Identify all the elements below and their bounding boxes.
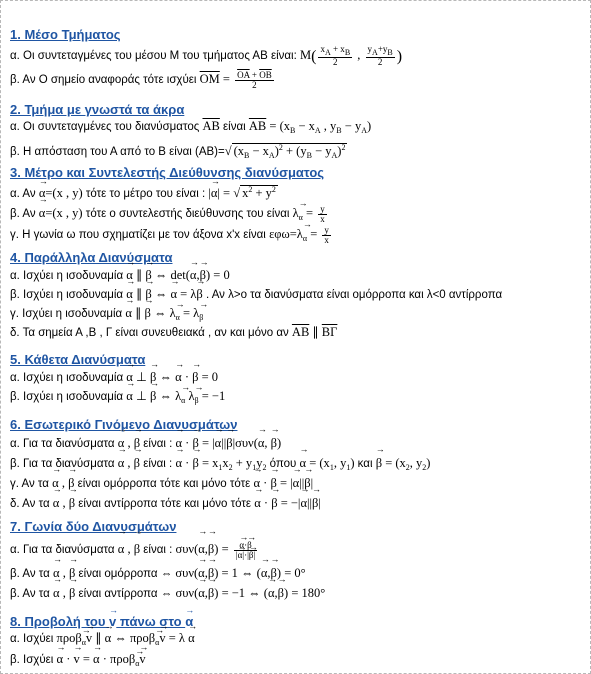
- line-text: β. Ισχύει: [10, 654, 57, 666]
- formula-line: δ. Αν τα → α , → β είναι αντίρροπα τότε και μόνο τότε → α · → β = −|→ α||→ β|: [10, 493, 585, 513]
- line-text: γ. Η γωνία ω που σχηματίζει με τον άξονα x'x είναι: [10, 229, 270, 241]
- formula-line: α. Για τα διανύσματα → α , → β είναι : → α · → β = |→ α||→ β|συν(→ α, → β): [10, 433, 585, 453]
- section-title: 3. Μέτρο και Συντελεστής Διεύθυνσης διανύσματος: [10, 165, 325, 180]
- line-text: α. Ισχύει η ισοδυναμία: [10, 372, 127, 384]
- formula-line: β. Η απόσταση του Α από το Β είναι (ΑΒ)=√ $(x_B - x_A)^2 + (y_B - y_A)^2$: [10, 143, 346, 160]
- line-text: β. Ισχύει η ισοδυναμία: [10, 289, 127, 301]
- formula-line: β. Αν Ο σημείο αναφοράς τότε ισχύει $\overline{OM}$ = $\frac{\overline{OA} + \overline{OB}}{2}$: [10, 69, 272, 90]
- section-midpoint: [10, 27, 585, 91]
- formula-line: γ. Η γωνία ω που σχηματίζει με τον άξονα x'x είναι εφω=λ→ $_\alpha$ = $\frac{y}{x}$: [10, 224, 585, 245]
- line-text: β. Αν Ο σημείο αναφοράς τότε ισχύει: [10, 74, 200, 86]
- line-text: α. Για τα διανύσματα: [10, 544, 118, 556]
- formula-line: β. Ισχύει η ισοδυναμία → α ⊥ → β ⇔ λ→ $_\alpha$ λ→ $_\beta$ = −1: [10, 387, 585, 406]
- line-text: α. Ισχύει η ισοδυναμία: [10, 270, 127, 282]
- section-parallel-vectors: [10, 250, 585, 342]
- section-magnitude-slope: [10, 165, 585, 245]
- section-title: 8. Προβολή του → v πάνω στο → α: [10, 614, 585, 630]
- formula-line: β. Για τα διανύσματα → α , → β είναι : → α · → $\beta = x_1x_2 + y_1y_2$ $ό\pi o\upsilon \to \alpha = (x_1$, $y_1$) $\kappa\alpha\iota \to \beta = (x_2$, $y_2$): [10, 453, 585, 473]
- line-text: α. Οι συντεταγμένες του μέσου Μ του τμήματος ΑΒ είναι:: [10, 50, 300, 62]
- formula-line: β. Αν τα → α , → β είναι ομόρροπα ⇔ συν(→ α,→ β) = 1 ⇔ (→ α,→ β) = 0°: [10, 563, 585, 583]
- formula-line: α. Οι συντεταγμένες του μέσου Μ του τμήματος ΑΒ είναι: M( $\frac{xA + xB}{2}$ , $\frac{yA+yB}{2}$ ): [10, 44, 403, 68]
- formula-line: β. Αν τα → α , → β είναι αντίρροπα ⇔ συν(→ α,→ β) = −1 ⇔ (→ α,→ β) = 180°: [10, 583, 585, 603]
- line-text: γ. Αν τα: [10, 478, 53, 490]
- section-title: 7. Γωνία δύο Διανυσμάτων: [10, 519, 177, 534]
- line-text: α. Ισχύει: [10, 633, 57, 645]
- section-title: 2. Τμήμα με γνωστά τα άκρα: [10, 102, 185, 117]
- section-projection: [10, 614, 585, 672]
- section-title: 6. Εσωτερικό Γινόμενο Διανυσμάτων: [10, 417, 238, 432]
- section-title: 4. Παράλληλα Διανύσματα: [10, 250, 173, 265]
- formula-line: α. Αν → α=(x , y) τότε το μέτρο του είναι : |→ α| = √ $x^2 + y^2$: [10, 181, 585, 203]
- line-text: δ. Αν τα: [10, 498, 53, 510]
- formula-line: δ. Τα σημεία Α ,Β , Γ είναι συνευθειακά , αν και μόνο αν $\overline{AB}$ ∥ $\overline{B\Gamma}$: [10, 325, 338, 339]
- line-text: β. Αν τα: [10, 588, 54, 600]
- section-title: 1. Μέσο Τμήματος: [10, 27, 121, 42]
- formula-line: β. Ισχύει η ισοδυναμία → α ∥ → β ⇔ → α = λ→ β . Αν λ>ο τα διανύσματα είναι ομόρροπα και λ<0 αντίρροπα: [10, 285, 585, 304]
- line-text: β. Για τα διανύσματα: [10, 458, 118, 470]
- formula-line: γ. Ισχύει η ισοδυναμία → α ∥ → β ⇔ λ→ $_\alpha$ = λ→ $_\beta$: [10, 304, 585, 323]
- line-text: α. Οι συντεταγμένες του διανύσματος: [10, 121, 203, 133]
- line-text: γ. Ισχύει η ισοδυναμία: [10, 308, 126, 320]
- formula-line: α. Ισχύει η ισοδυναμία → α ∥ → β ⇔ det(→ α,→ β) = 0: [10, 266, 585, 285]
- line-text: δ. Τα σημεία Α ,Β , Γ είναι συνευθειακά , αν και μόνο αν: [10, 327, 292, 339]
- section-angle-between-vectors: [10, 519, 585, 603]
- section-title: 5. Κάθετα Διανύσματα: [10, 352, 146, 367]
- formula-line: α. Για τα διανύσματα → α , → β είναι : συν(→ α,→ β) = → $\frac{\alpha\cdot\to \beta}{|\to \alpha|\cdot|\to \beta|}$: [10, 535, 585, 563]
- line-text: β. Η απόσταση του Α από το Β είναι (ΑΒ)=: [10, 146, 225, 158]
- formula-line: β. Ισχύει → α · → v = → α · προβ→ $_\alpha$→ v: [10, 651, 585, 672]
- line-text: α. Για τα διανύσματα: [10, 438, 118, 450]
- formula-line: α. Ισχύει η ισοδυναμία → α ⊥ → β ⇔ → α · → β = 0: [10, 368, 585, 387]
- line-text: β. Αν: [10, 208, 39, 220]
- line-text: β. Αν τα: [10, 568, 54, 580]
- formula-line: α. Οι συντεταγμένες του διανύσματος $\overline{AB}$ είναι $\overline{AB} = (x_B - x_A$ , $y_B - y_A$): [10, 119, 372, 135]
- section-dot-product: [10, 417, 585, 513]
- section-segment-endpoints: [10, 102, 585, 164]
- line-text: α. Αν: [10, 188, 39, 200]
- formula-line: α. Ισχύει προβ→ $_\alpha$→ v ∥ → α ⇔ προβ→ $_\alpha$→ v = λ → α: [10, 630, 585, 651]
- section-perpendicular-vectors: [10, 352, 585, 406]
- line-text: β. Ισχύει η ισοδυναμία: [10, 391, 127, 403]
- formula-line: γ. Αν τα → α , → β είναι ομόρροπα τότε και μόνο τότε → α · → β = |→ α||→ β|: [10, 473, 585, 493]
- formula-line: β. Αν → α=(x , y) τότε ο συντελεστής διεύθυνσης του είναι λ→ $_\alpha$ = $\frac{y}{x}$: [10, 203, 585, 224]
